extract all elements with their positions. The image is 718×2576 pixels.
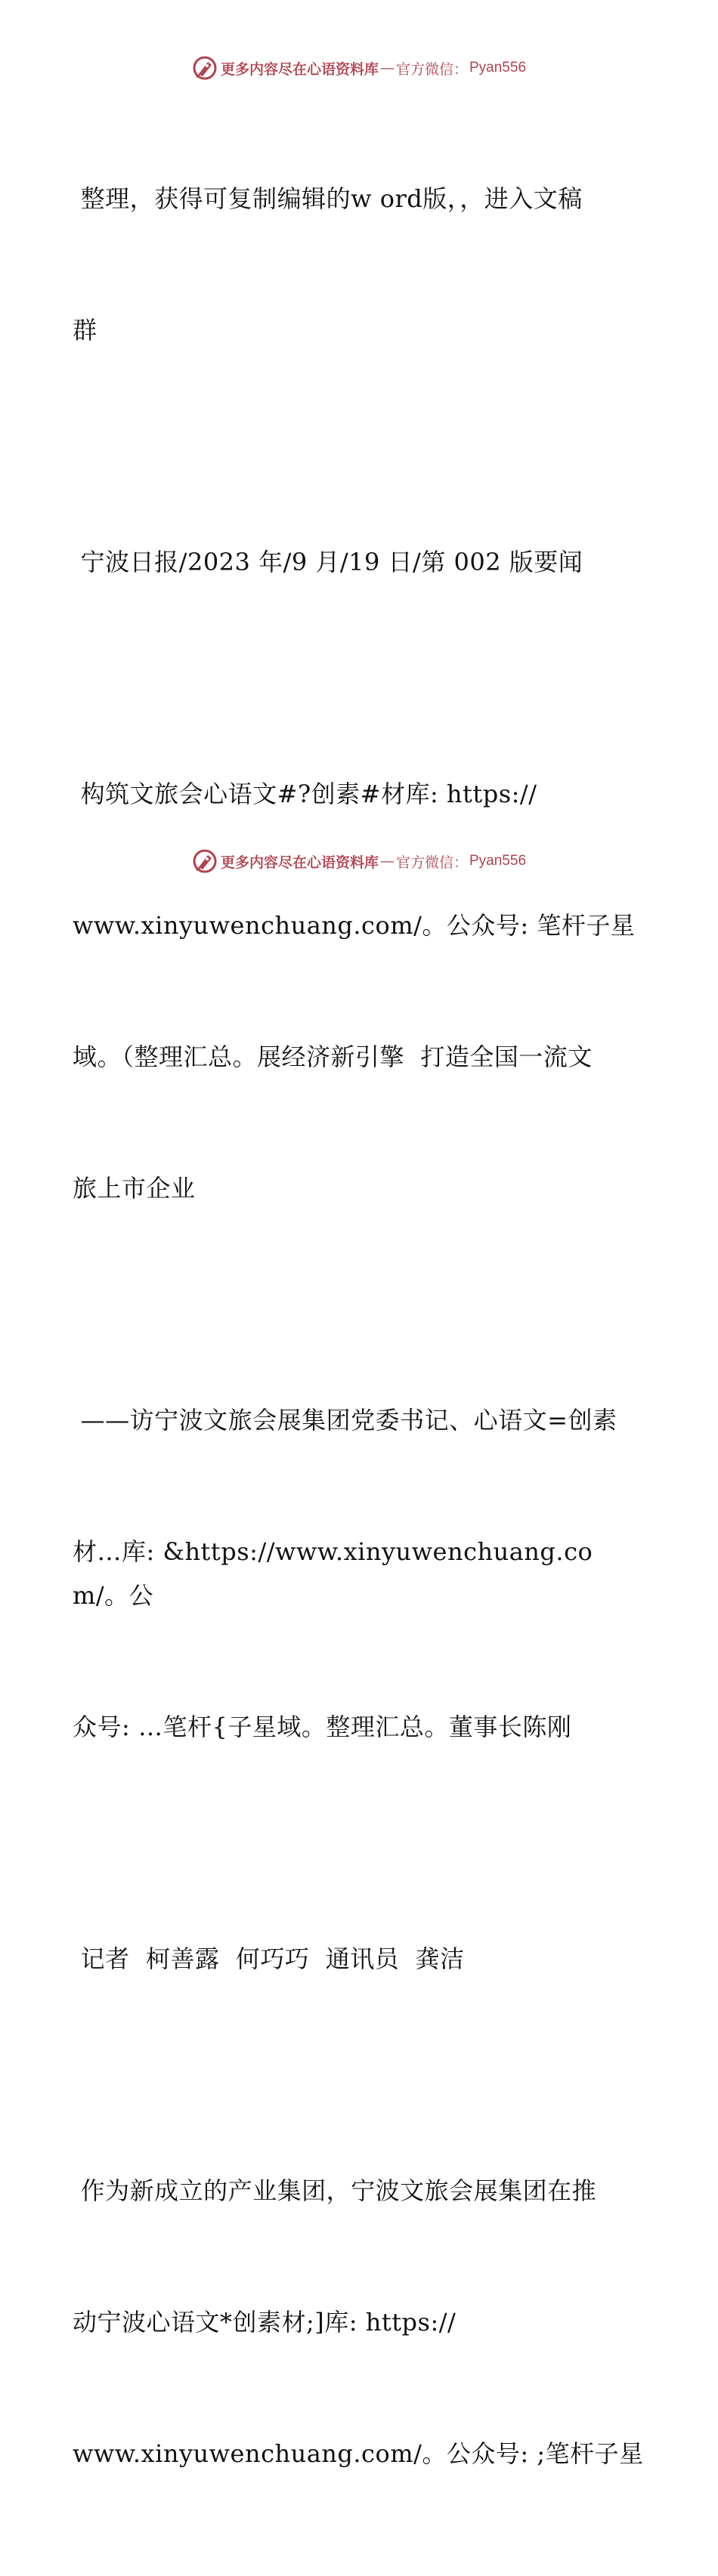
- text-line: 动宁波心语文*创素材;]库: https://: [73, 2308, 456, 2337]
- paragraph-2: [73, 452, 647, 672]
- text-line: 域。（整理汇总。展经济新引擎 打造全国一流文: [73, 1042, 593, 1071]
- paragraph-3: [73, 684, 647, 1298]
- header-banner: [0, 53, 718, 83]
- banner-label: 官方微信：: [395, 854, 468, 871]
- document-body: [73, 89, 647, 2576]
- banner-wechat-id: Pyan556: [469, 60, 527, 76]
- banner-main-text: 更多内容尽在心语资料库: [220, 854, 379, 871]
- pen-nib-logo-icon: [192, 848, 218, 874]
- paragraph-4: [73, 1311, 647, 1836]
- banner-dash: —: [379, 853, 395, 869]
- banner-wechat-id: Pyan556: [469, 853, 527, 869]
- text-line: 记者 柯善露 何巧巧 通讯员 龚洁: [73, 1944, 465, 1973]
- text-line: 群: [73, 316, 97, 344]
- text-line: 整理，获得可复制编辑的w ord版，，进入文稿: [73, 184, 583, 213]
- paragraph-6: [73, 2081, 647, 2563]
- text-line: www.xinyuwenchuang.com/。公众号: 笔杆子星: [73, 911, 636, 940]
- text-line: 材…库: &https://www.xinyuwenchuang.com/。公: [73, 1537, 593, 1610]
- footer-banner: [0, 846, 718, 876]
- text-line: ——访宁波文旅会展集团党委书记、心语文=创素: [73, 1406, 617, 1435]
- paragraph-5: [73, 1849, 647, 2068]
- text-line: 宁波日报/2023 年/9 月/19 日/第 002 版要闻: [73, 548, 583, 576]
- text-line: 作为新成立的产业集团，宁波文旅会展集团在推: [73, 2176, 597, 2205]
- text-line: 旅上市企业: [73, 1174, 196, 1203]
- text-line: www.xinyuwenchuang.com/。公众号: ;笔杆子星: [73, 2439, 644, 2468]
- banner-label: 官方微信：: [395, 60, 468, 78]
- banner-dash: —: [379, 60, 395, 76]
- banner-main-text: 更多内容尽在心语资料库: [220, 60, 379, 78]
- paragraph-1: [73, 89, 647, 440]
- text-line: 构筑文旅会心语文#?创素#材库: https://: [73, 780, 537, 808]
- text-line: 众号: …笔杆{子星域。整理汇总。董事长陈刚: [73, 1713, 572, 1741]
- pen-nib-logo-icon: [192, 55, 218, 81]
